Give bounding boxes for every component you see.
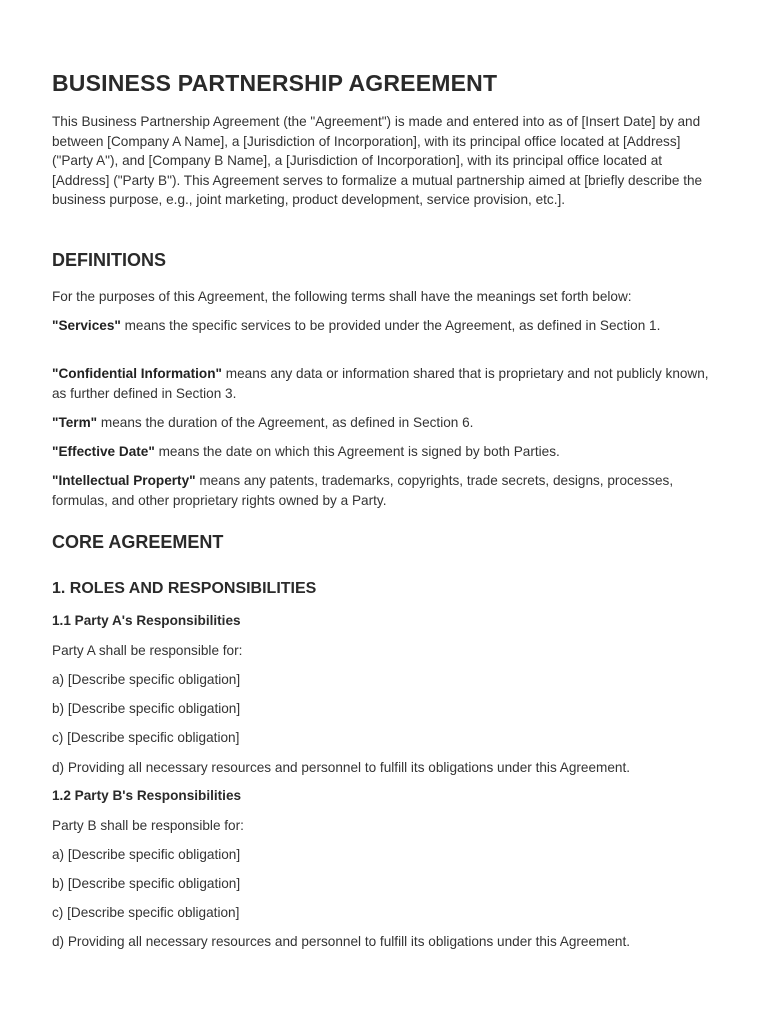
definition-text: means any patents, trademarks, copyrights, trade secrets, designs, processes, formulas, and other proprietary rights owned by a Party. (52, 473, 674, 508)
party-b-item: a) [Describe specific obligation] (52, 847, 241, 862)
definition-term: "Intellectual Property" (52, 473, 196, 488)
party-a-item: b) [Describe specific obligation] (52, 701, 241, 716)
definitions-lead: For the purposes of this Agreement, the following terms shall have the meanings set forth below: (52, 289, 632, 304)
core-agreement-heading: CORE AGREEMENT (52, 532, 224, 552)
party-b-item: d) Providing all necessary resources and personnel to fulfill its obligations under this Agreement. (52, 934, 631, 949)
definition-item (52, 413, 720, 433)
definition-text: means the duration of the Agreement, as defined in Section 6. (97, 415, 474, 430)
definition-item (52, 316, 720, 336)
party-a-item: c) [Describe specific obligation] (52, 730, 240, 745)
definition-text: means any data or information shared that is proprietary and not publicly known, as further defined in Section 3. (52, 366, 709, 401)
definition-text: means the date on which this Agreement is signed by both Parties. (154, 444, 560, 459)
document-title: BUSINESS PARTNERSHIP AGREEMENT (52, 70, 498, 96)
definition-term: "Confidential Information" (52, 366, 222, 381)
party-b-item: c) [Describe specific obligation] (52, 905, 240, 920)
party-a-lead: Party A shall be responsible for: (52, 643, 243, 658)
intro-paragraph: This Business Partnership Agreement (the "Agreement") is made and entered into as of [Insert Date] by and between [Company A Name], a [Jurisdiction of Incorporation], with its principal office located at [Address] ("Party A"), and [Company B Name], a [Jurisdiction of Incorporation], with its principal office located at [Address] ("Party B"). This Agreement serves to formalize a mutual partnership aimed at [briefly describe the business purpose, e.g., joint marketing, product development, service provision, etc.]. (52, 114, 703, 208)
party-a-item: a) [Describe specific obligation] (52, 672, 241, 687)
party-a-heading: 1.1 Party A's Responsibilities (52, 613, 241, 628)
party-b-item: b) [Describe specific obligation] (52, 876, 241, 891)
definitions-heading: DEFINITIONS (52, 250, 167, 270)
definition-term: "Term" (52, 415, 98, 430)
party-a-item: d) Providing all necessary resources and personnel to fulfill its obligations under this Agreement. (52, 760, 631, 775)
section-1-heading: 1. ROLES AND RESPONSIBILITIES (52, 580, 317, 597)
definition-text: means the specific services to be provided under the Agreement, as defined in Section 1. (120, 318, 661, 333)
party-b-heading: 1.2 Party B's Responsibilities (52, 788, 242, 803)
definition-term: "Effective Date" (52, 444, 155, 459)
party-b-lead: Party B shall be responsible for: (52, 818, 244, 833)
definition-item (52, 471, 720, 510)
definition-item (52, 364, 720, 403)
definition-item (52, 442, 720, 462)
definition-term: "Services" (52, 318, 121, 333)
